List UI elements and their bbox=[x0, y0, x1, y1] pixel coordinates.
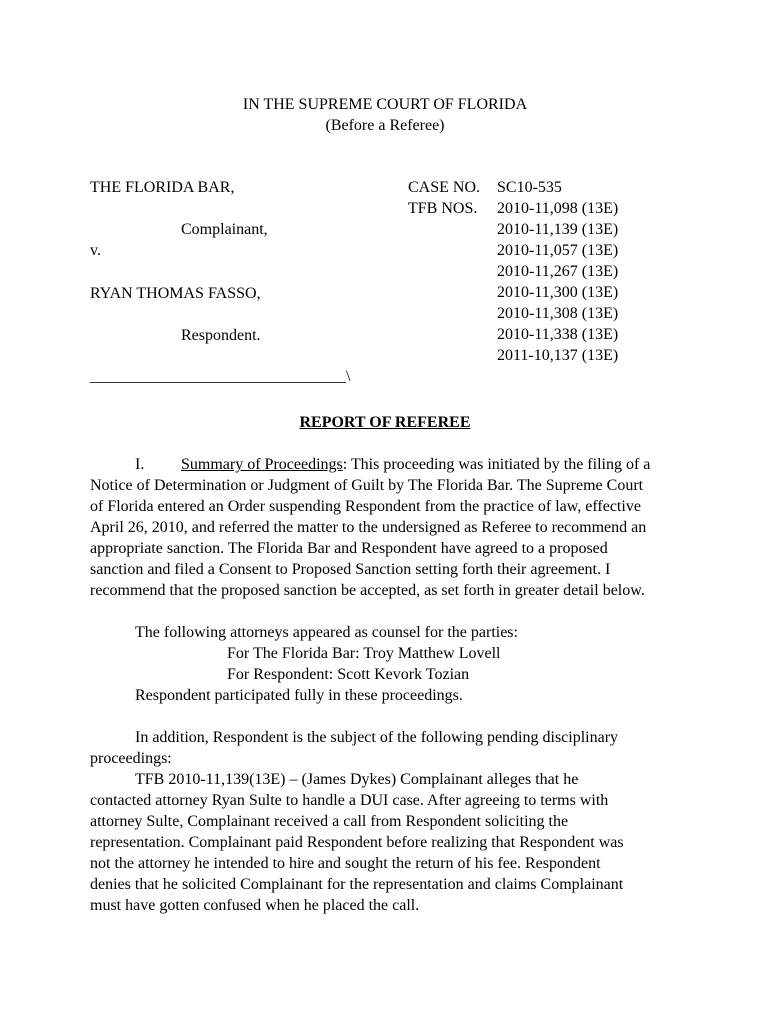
pending-intro: In addition, Respondent is the subject of the following pending disciplinary bbox=[135, 729, 619, 746]
pending-case-line: TFB 2010-11,139(13E) – (James Dykes) Complainant alleges that he bbox=[135, 771, 579, 788]
tfb-number: 2010-11,338 (13E) bbox=[497, 326, 619, 343]
participation-statement: Respondent participated fully in these proceedings. bbox=[135, 687, 463, 704]
tfb-number: 2010-11,300 (13E) bbox=[497, 284, 619, 301]
pending-case-line: must have gotten confused when he placed the call. bbox=[90, 897, 420, 914]
tfb-number: 2010-11,057 (13E) bbox=[497, 242, 619, 259]
summary-line: April 26, 2010, and referred the matter to the undersigned as Referee to recommend an bbox=[90, 519, 647, 536]
pending-case-line: not the attorney he intended to hire and sought the return of his fee. Respondent bbox=[90, 855, 601, 872]
summary-line: : This proceeding was initiated by the filing of a bbox=[342, 456, 651, 473]
complainant-role: Complainant, bbox=[181, 221, 268, 238]
tfb-number: 2010-11,308 (13E) bbox=[497, 305, 619, 322]
respondent-role: Respondent. bbox=[181, 327, 261, 344]
complainant-name: THE FLORIDA BAR, bbox=[90, 179, 235, 196]
summary-line: Notice of Determination or Judgment of Guilt by The Florida Bar. The Supreme Court bbox=[90, 477, 644, 494]
bar-counsel: For The Florida Bar: Troy Matthew Lovell bbox=[227, 645, 501, 662]
versus-label: v. bbox=[90, 242, 101, 259]
summary-line: recommend that the proposed sanction be accepted, as set forth in greater detail below. bbox=[90, 582, 645, 599]
tfb-number: 2010-11,139 (13E) bbox=[497, 221, 619, 238]
tfb-number: 2010-11,267 (13E) bbox=[497, 263, 619, 280]
respondent-name: RYAN THOMAS FASSO, bbox=[90, 285, 261, 302]
pending-case-line: attorney Sulte, Complainant received a call from Respondent soliciting the bbox=[90, 813, 569, 830]
case-number: SC10-535 bbox=[497, 179, 562, 196]
tfb-number: 2011-10,137 (13E) bbox=[497, 347, 619, 364]
counsel-intro: The following attorneys appeared as counsel for the parties: bbox=[135, 624, 518, 641]
pending-case-line: representation. Complainant paid Respondent before realizing that Respondent was bbox=[90, 834, 624, 851]
section-number: I. bbox=[135, 456, 145, 473]
pending-case-line: denies that he solicited Complainant for the representation and claims Complainant bbox=[90, 876, 624, 893]
section-summary bbox=[90, 454, 650, 601]
report-title: REPORT OF REFEREE bbox=[299, 414, 471, 431]
tfb-numbers-label: TFB NOS. bbox=[408, 200, 478, 217]
summary-line: of Florida entered an Order suspending Respondent from the practice of law, effective bbox=[90, 498, 641, 515]
pending-case-line: contacted attorney Ryan Sulte to handle a DUI case. After agreeing to terms with bbox=[90, 792, 609, 809]
summary-line: appropriate sanction. The Florida Bar and Respondent have agreed to a proposed bbox=[90, 540, 608, 557]
case-number-label: CASE NO. bbox=[408, 179, 481, 196]
section-heading: Summary of Proceedings bbox=[181, 456, 343, 473]
caption-signature-line: ________________________________\ bbox=[90, 368, 351, 385]
court-subtitle: (Before a Referee) bbox=[325, 117, 445, 134]
pending-intro-cont: proceedings: bbox=[90, 750, 172, 767]
summary-line: sanction and filed a Consent to Proposed Sanction setting forth their agreement. I bbox=[90, 561, 611, 578]
respondent-counsel: For Respondent: Scott Kevork Tozian bbox=[227, 666, 470, 683]
pending-case-text bbox=[90, 790, 624, 916]
tfb-numbers-list bbox=[497, 198, 618, 366]
tfb-number: 2010-11,098 (13E) bbox=[497, 200, 619, 217]
court-title: IN THE SUPREME COURT OF FLORIDA bbox=[242, 96, 528, 113]
